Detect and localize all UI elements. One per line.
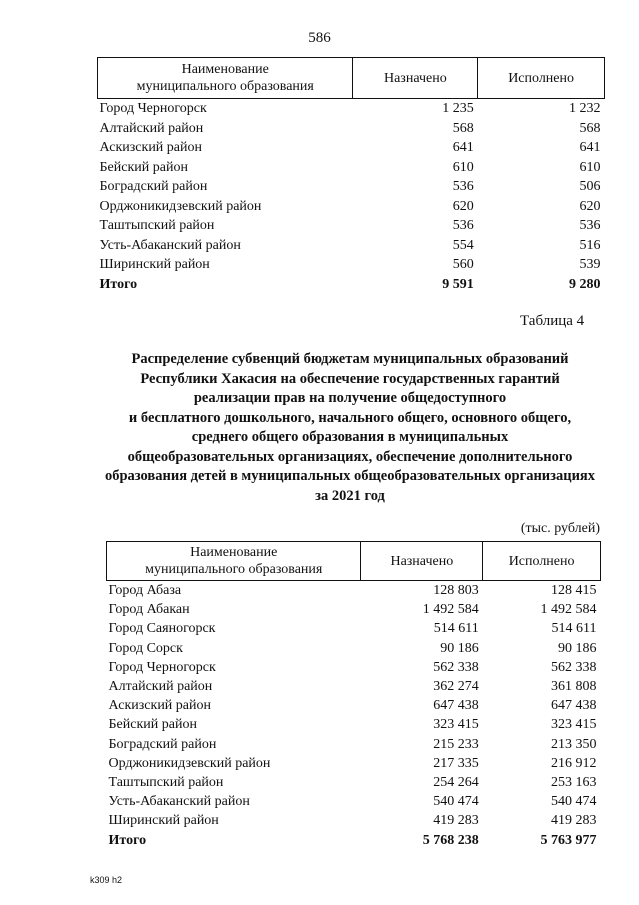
table-row <box>98 158 605 178</box>
page-number: 586 <box>308 30 331 46</box>
table-row <box>107 754 601 773</box>
municipality-cell: Боградский район <box>108 736 217 752</box>
table-row <box>98 177 605 197</box>
municipality-cell: Аскизский район <box>108 698 211 714</box>
assigned-cell: 9 591 <box>442 276 474 292</box>
column-header-assigned: Назначено <box>361 542 483 581</box>
municipality-cell: Орджоникидзевский район <box>99 198 262 214</box>
total-row <box>107 830 601 849</box>
column-header-executed: Исполнено <box>478 58 605 99</box>
municipality-cell: Бейский район <box>108 717 197 733</box>
municipality-cell: Аскизский район <box>99 140 202 156</box>
municipality-cell: Ширинский район <box>108 813 219 829</box>
table-row <box>98 119 605 139</box>
municipality-cell: Город Саяногорск <box>108 621 216 637</box>
column-header-assigned: Назначено <box>353 58 478 99</box>
assigned-cell: 5 768 238 <box>422 832 479 848</box>
assigned-cell: 128 803 <box>433 583 479 599</box>
table-row <box>107 811 601 830</box>
municipality-cell: Бейский район <box>99 159 188 175</box>
table-row <box>107 773 601 792</box>
table-1 <box>97 57 605 294</box>
municipality-cell: Город Черногорск <box>108 659 216 675</box>
executed-cell: 5 763 977 <box>540 832 597 848</box>
assigned-cell: 90 186 <box>440 640 479 656</box>
assigned-cell: 647 438 <box>433 698 479 714</box>
executed-cell: 213 350 <box>551 736 597 752</box>
municipality-cell: Алтайский район <box>108 679 213 695</box>
executed-cell: 253 163 <box>551 774 597 790</box>
table-2 <box>106 541 601 850</box>
municipality-cell: Ширинский район <box>99 257 210 273</box>
assigned-cell: 323 415 <box>433 717 479 733</box>
assigned-cell: 610 <box>452 159 474 175</box>
table-row <box>107 696 601 715</box>
executed-cell: 562 338 <box>551 659 597 675</box>
table-row <box>98 99 605 119</box>
executed-cell: 620 <box>579 198 601 214</box>
table-row <box>107 619 601 638</box>
executed-cell: 1 492 584 <box>540 602 597 618</box>
municipality-cell: Боградский район <box>99 179 208 195</box>
assigned-cell: 620 <box>452 198 474 214</box>
assigned-cell: 562 338 <box>433 659 479 675</box>
column-header-name: Наименование муниципального образования <box>107 542 361 581</box>
assigned-cell: 536 <box>452 218 474 234</box>
executed-cell: 568 <box>579 120 601 136</box>
municipality-cell: Город Сорск <box>108 640 183 656</box>
assigned-cell: 1 235 <box>442 101 474 117</box>
municipality-cell: Алтайский район <box>99 120 204 136</box>
executed-cell: 361 808 <box>551 679 597 695</box>
executed-cell: 539 <box>579 257 601 273</box>
assigned-cell: 560 <box>452 257 474 273</box>
municipality-cell: Таштыпский район <box>108 774 224 790</box>
municipality-cell: Таштыпский район <box>99 218 215 234</box>
executed-cell: 323 415 <box>551 717 597 733</box>
executed-cell: 647 438 <box>551 698 597 714</box>
table-row <box>98 236 605 256</box>
assigned-cell: 362 274 <box>433 679 479 695</box>
table-row <box>107 715 601 734</box>
executed-cell: 90 186 <box>558 640 597 656</box>
assigned-cell: 1 492 584 <box>422 602 479 618</box>
footer-code: k309 h2 <box>90 875 123 885</box>
table-row <box>107 658 601 677</box>
table-label: Таблица 4 <box>520 313 585 329</box>
executed-cell: 128 415 <box>551 583 597 599</box>
executed-cell: 536 <box>579 218 601 234</box>
municipality-cell: Орджоникидзевский район <box>108 755 271 771</box>
municipality-cell: Усть-Абаканский район <box>108 794 250 810</box>
assigned-cell: 568 <box>452 120 474 136</box>
assigned-cell: 217 335 <box>433 755 479 771</box>
table-row <box>107 600 601 619</box>
document-title: Распределение субвенций бюджетам муниципальных образований Республики Хакасия на обеспечение государственных гарантий реализации прав на получение общедоступного и бесплатного дошкольного, начального общего, основного общего, среднего общего образования в муниципальных общеобразовательных организациях, обеспечение дополнительного образования детей в муниципальных общеобразовательных организациях за 2021 год <box>104 351 596 504</box>
executed-cell: 419 283 <box>551 813 597 829</box>
assigned-cell: 254 264 <box>433 774 479 790</box>
table-row <box>107 581 601 601</box>
column-header-name: Наименование муниципального образования <box>98 58 353 99</box>
assigned-cell: 554 <box>452 237 474 253</box>
executed-cell: 514 611 <box>551 621 597 637</box>
table-row <box>107 677 601 696</box>
assigned-cell: 514 611 <box>433 621 479 637</box>
assigned-cell: 536 <box>452 179 474 195</box>
table-row <box>107 639 601 658</box>
executed-cell: 641 <box>579 140 601 156</box>
table-row <box>98 197 605 217</box>
total-row <box>98 275 605 295</box>
municipality-cell: Город Абакан <box>108 602 190 618</box>
executed-cell: 540 474 <box>551 794 597 810</box>
executed-cell: 610 <box>579 159 601 175</box>
assigned-cell: 419 283 <box>433 813 479 829</box>
table-row <box>107 735 601 754</box>
executed-cell: 516 <box>579 237 601 253</box>
assigned-cell: 215 233 <box>433 736 479 752</box>
column-header-executed: Исполнено <box>483 542 601 581</box>
municipality-cell: Итого <box>108 832 147 848</box>
assigned-cell: 641 <box>452 140 474 156</box>
municipality-cell: Город Черногорск <box>99 101 207 117</box>
units-label: (тыс. рублей) <box>520 521 600 536</box>
executed-cell: 216 912 <box>551 755 597 771</box>
table-row <box>98 216 605 236</box>
table-row <box>98 255 605 275</box>
executed-cell: 9 280 <box>569 276 601 292</box>
municipality-cell: Усть-Абаканский район <box>99 237 241 253</box>
municipality-cell: Город Абаза <box>108 583 182 599</box>
table-row <box>107 792 601 811</box>
table-row <box>98 138 605 158</box>
assigned-cell: 540 474 <box>433 794 479 810</box>
executed-cell: 506 <box>579 179 601 195</box>
municipality-cell: Итого <box>99 276 138 292</box>
executed-cell: 1 232 <box>569 101 601 117</box>
